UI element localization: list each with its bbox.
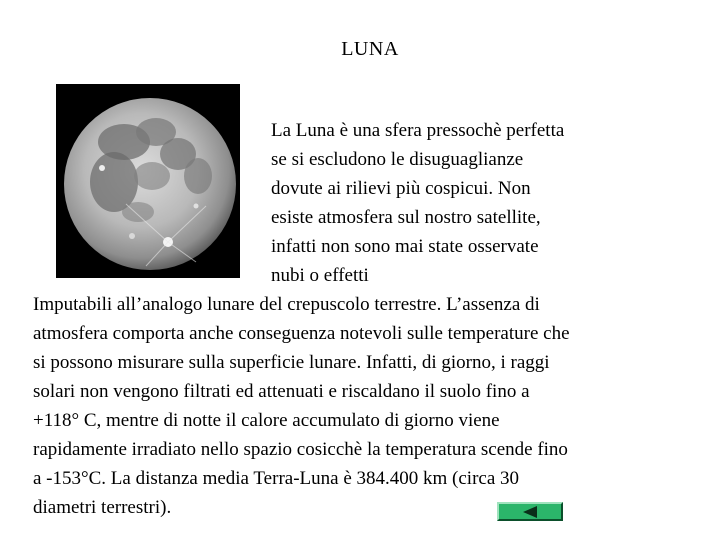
- intro-line: nubi o effetti: [271, 265, 369, 286]
- body-line: rapidamente irradiato nello spazio cosicchè la temperatura scende fino: [33, 439, 568, 460]
- body-line: diametri terrestri).: [33, 497, 172, 518]
- intro-line: esiste atmosfera sul nostro satellite,: [271, 207, 541, 228]
- page-title: LUNA: [341, 38, 399, 60]
- intro-line: infatti non sono mai state osservate: [271, 236, 539, 257]
- body-line: a -153°C. La distanza media Terra-Luna è 384.400 km (circa 30: [33, 468, 520, 489]
- moon-photo: [56, 84, 240, 278]
- intro-line: La Luna è una sfera pressochè perfetta: [271, 120, 565, 141]
- body-line: +118° C, mentre di notte il calore accumulato di giorno viene: [33, 410, 500, 431]
- intro-paragraph: [271, 116, 691, 290]
- intro-line: se si escludono le disuguaglianze: [271, 149, 524, 170]
- back-button[interactable]: [497, 502, 563, 521]
- moon-image: [56, 84, 240, 278]
- body-paragraph: [33, 290, 720, 522]
- back-arrow-icon: [523, 506, 537, 518]
- body-line: solari non vengono filtrati ed attenuati e riscaldano il suolo fino a: [33, 381, 530, 402]
- body-line: si possono misurare sulla superficie lunare. Infatti, di giorno, i raggi: [33, 352, 550, 373]
- body-line: atmosfera comporta anche conseguenza notevoli sulle temperature che: [33, 323, 570, 344]
- intro-line: dovute ai rilievi più cospicui. Non: [271, 178, 531, 199]
- body-line: Imputabili all’analogo lunare del crepuscolo terrestre. L’assenza di: [33, 294, 540, 315]
